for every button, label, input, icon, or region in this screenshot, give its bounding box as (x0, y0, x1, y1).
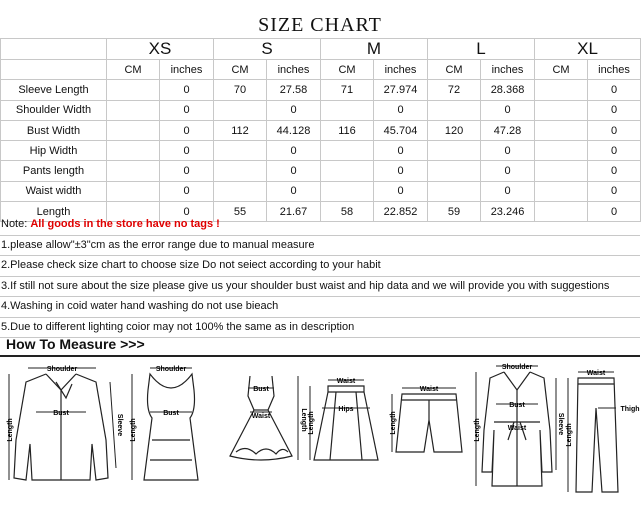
bust-label: Bust (509, 402, 525, 409)
length-label: Length (390, 411, 397, 435)
value-cell: 0 (588, 141, 641, 161)
value-cell (107, 80, 160, 100)
value-cell: 0 (374, 141, 428, 161)
value-cell: 0 (374, 161, 428, 181)
shoulder-label: Shoulder (46, 366, 78, 373)
size-chart-table (0, 38, 641, 222)
unit-inches: inches (481, 60, 535, 80)
value-cell: 0 (267, 100, 321, 120)
length-label: Length (474, 418, 481, 442)
value-cell (107, 120, 160, 140)
row-label: Shoulder Width (1, 100, 107, 120)
note-tags (0, 215, 640, 236)
value-cell: 0 (588, 80, 641, 100)
value-cell: 0 (160, 161, 214, 181)
value-cell: 0 (160, 100, 214, 120)
length-label: Length (130, 418, 137, 442)
note-highlight: All goods in the store have no tags ! (30, 218, 220, 230)
hips-label: Hips (338, 406, 354, 413)
value-cell (214, 100, 267, 120)
measurement-row (1, 100, 641, 120)
trousers-figure (562, 360, 640, 505)
value-cell (428, 100, 481, 120)
value-cell: 45.704 (374, 120, 428, 140)
unit-cm: CM (428, 60, 481, 80)
how-to-measure-header (0, 333, 640, 357)
length-label: Length (566, 423, 573, 447)
divider (0, 355, 640, 357)
value-cell: 58 (321, 202, 374, 222)
value-cell (321, 181, 374, 201)
waist-label: Waist (251, 413, 271, 420)
value-cell: 47.28 (481, 120, 535, 140)
unit-inches: inches (160, 60, 214, 80)
measurement-row (1, 120, 641, 140)
waist-label: Waist (419, 386, 439, 393)
size-l: L (428, 39, 535, 60)
row-label: Pants length (1, 161, 107, 181)
value-cell (428, 141, 481, 161)
note-item: 3.If still not sure about the size please give us your shoulder bust waist and hip data and we will provide you with suggestions (0, 277, 640, 298)
waist-label: Waist (507, 425, 527, 432)
sleeve-label: Sleeve (557, 412, 564, 436)
thigh-label: Thigh (620, 406, 640, 413)
waist-label: Waist (586, 370, 606, 377)
size-s: S (214, 39, 321, 60)
note-item: 1.please allow"±3"cm as the error range due to manual measure (0, 236, 640, 257)
value-cell (535, 181, 588, 201)
measurement-rows (1, 80, 641, 222)
value-cell (535, 120, 588, 140)
value-cell: 0 (267, 161, 321, 181)
value-cell: 0 (588, 161, 641, 181)
shoulder-label: Shoulder (501, 364, 533, 371)
value-cell: 116 (321, 120, 374, 140)
value-cell: 59 (428, 202, 481, 222)
value-cell (535, 100, 588, 120)
value-cell (535, 141, 588, 161)
bust-label: Bust (163, 410, 179, 417)
value-cell: 55 (214, 202, 267, 222)
length-label: Length (7, 418, 14, 442)
note-prefix: Note: (1, 218, 31, 230)
value-cell: 0 (160, 120, 214, 140)
value-cell (321, 100, 374, 120)
unit-inches: inches (374, 60, 428, 80)
unit-cm: CM (535, 60, 588, 80)
notes-section (0, 215, 640, 338)
unit-inches: inches (267, 60, 321, 80)
value-cell: 27.58 (267, 80, 321, 100)
value-cell: 0 (481, 161, 535, 181)
unit-cm: CM (214, 60, 267, 80)
size-header-row (1, 39, 641, 60)
corner-cell (1, 39, 107, 60)
value-cell (214, 141, 267, 161)
value-cell: 112 (214, 120, 267, 140)
blouse-figure (6, 360, 124, 505)
value-cell (107, 100, 160, 120)
shorts-figure (388, 360, 470, 505)
row-label: Waist width (1, 181, 107, 201)
value-cell (535, 80, 588, 100)
measurement-row (1, 141, 641, 161)
value-cell: 27.974 (374, 80, 428, 100)
value-cell: 120 (428, 120, 481, 140)
value-cell (321, 161, 374, 181)
value-cell (321, 141, 374, 161)
note-item: 5.Due to different lighting coior may not 100% the same as in description (0, 318, 640, 339)
bust-label: Bust (53, 410, 69, 417)
measurement-row (1, 80, 641, 100)
size-chart-title: SIZE CHART (258, 14, 382, 36)
value-cell: 0 (374, 100, 428, 120)
value-cell: 71 (321, 80, 374, 100)
value-cell (107, 161, 160, 181)
value-cell: 0 (481, 181, 535, 201)
coat-figure (472, 360, 562, 505)
value-cell: 0 (588, 181, 641, 201)
measurement-row (1, 161, 641, 181)
sleeve-label: Sleeve (116, 413, 123, 437)
skirt-figure (306, 360, 386, 505)
row-label: Sleeve Length (1, 80, 107, 100)
waist-label: Waist (336, 378, 356, 385)
row-label: Hip Width (1, 141, 107, 161)
row-label: Bust Width (1, 120, 107, 140)
size-m: M (321, 39, 428, 60)
value-cell: 0 (160, 202, 214, 222)
value-cell: 0 (160, 181, 214, 201)
tank-figure (126, 360, 216, 505)
unit-cm: CM (107, 60, 160, 80)
unit-inches: inches (588, 60, 641, 80)
value-cell: 0 (481, 100, 535, 120)
size-xs: XS (107, 39, 214, 60)
value-cell (214, 181, 267, 201)
value-cell: 0 (267, 181, 321, 201)
unit-header-row (1, 60, 641, 80)
value-cell: 0 (267, 141, 321, 161)
dress-figure (216, 360, 306, 505)
length-label: Length (300, 408, 307, 432)
value-cell: 0 (160, 141, 214, 161)
value-cell: 21.67 (267, 202, 321, 222)
row-label: Length (1, 202, 107, 222)
bust-label: Bust (253, 386, 269, 393)
note-item: 2.Please check size chart to choose size Do not seiect according to your habit (0, 256, 640, 277)
value-cell (535, 161, 588, 181)
value-cell: 0 (588, 100, 641, 120)
note-item: 4.Washing in coid water hand washing do not use bieach (0, 297, 640, 318)
length-label: Length (308, 411, 315, 435)
value-cell (107, 141, 160, 161)
value-cell: 0 (481, 141, 535, 161)
value-cell: 28.368 (481, 80, 535, 100)
value-cell: 0 (374, 181, 428, 201)
value-cell: 0 (588, 120, 641, 140)
measurement-row (1, 181, 641, 201)
corner-cell (1, 60, 107, 80)
value-cell: 70 (214, 80, 267, 100)
how-to-measure-title: How To Measure >>> (6, 336, 145, 352)
value-cell (107, 181, 160, 201)
value-cell: 0 (160, 80, 214, 100)
value-cell: 72 (428, 80, 481, 100)
shoulder-label: Shoulder (155, 366, 187, 373)
value-cell (214, 161, 267, 181)
measurement-illustrations (0, 360, 640, 500)
value-cell (428, 161, 481, 181)
value-cell: 23.246 (481, 202, 535, 222)
value-cell: 44.128 (267, 120, 321, 140)
value-cell: 22.852 (374, 202, 428, 222)
value-cell (428, 181, 481, 201)
size-xl: XL (535, 39, 641, 60)
unit-cm: CM (321, 60, 374, 80)
value-cell: 0 (588, 202, 641, 222)
